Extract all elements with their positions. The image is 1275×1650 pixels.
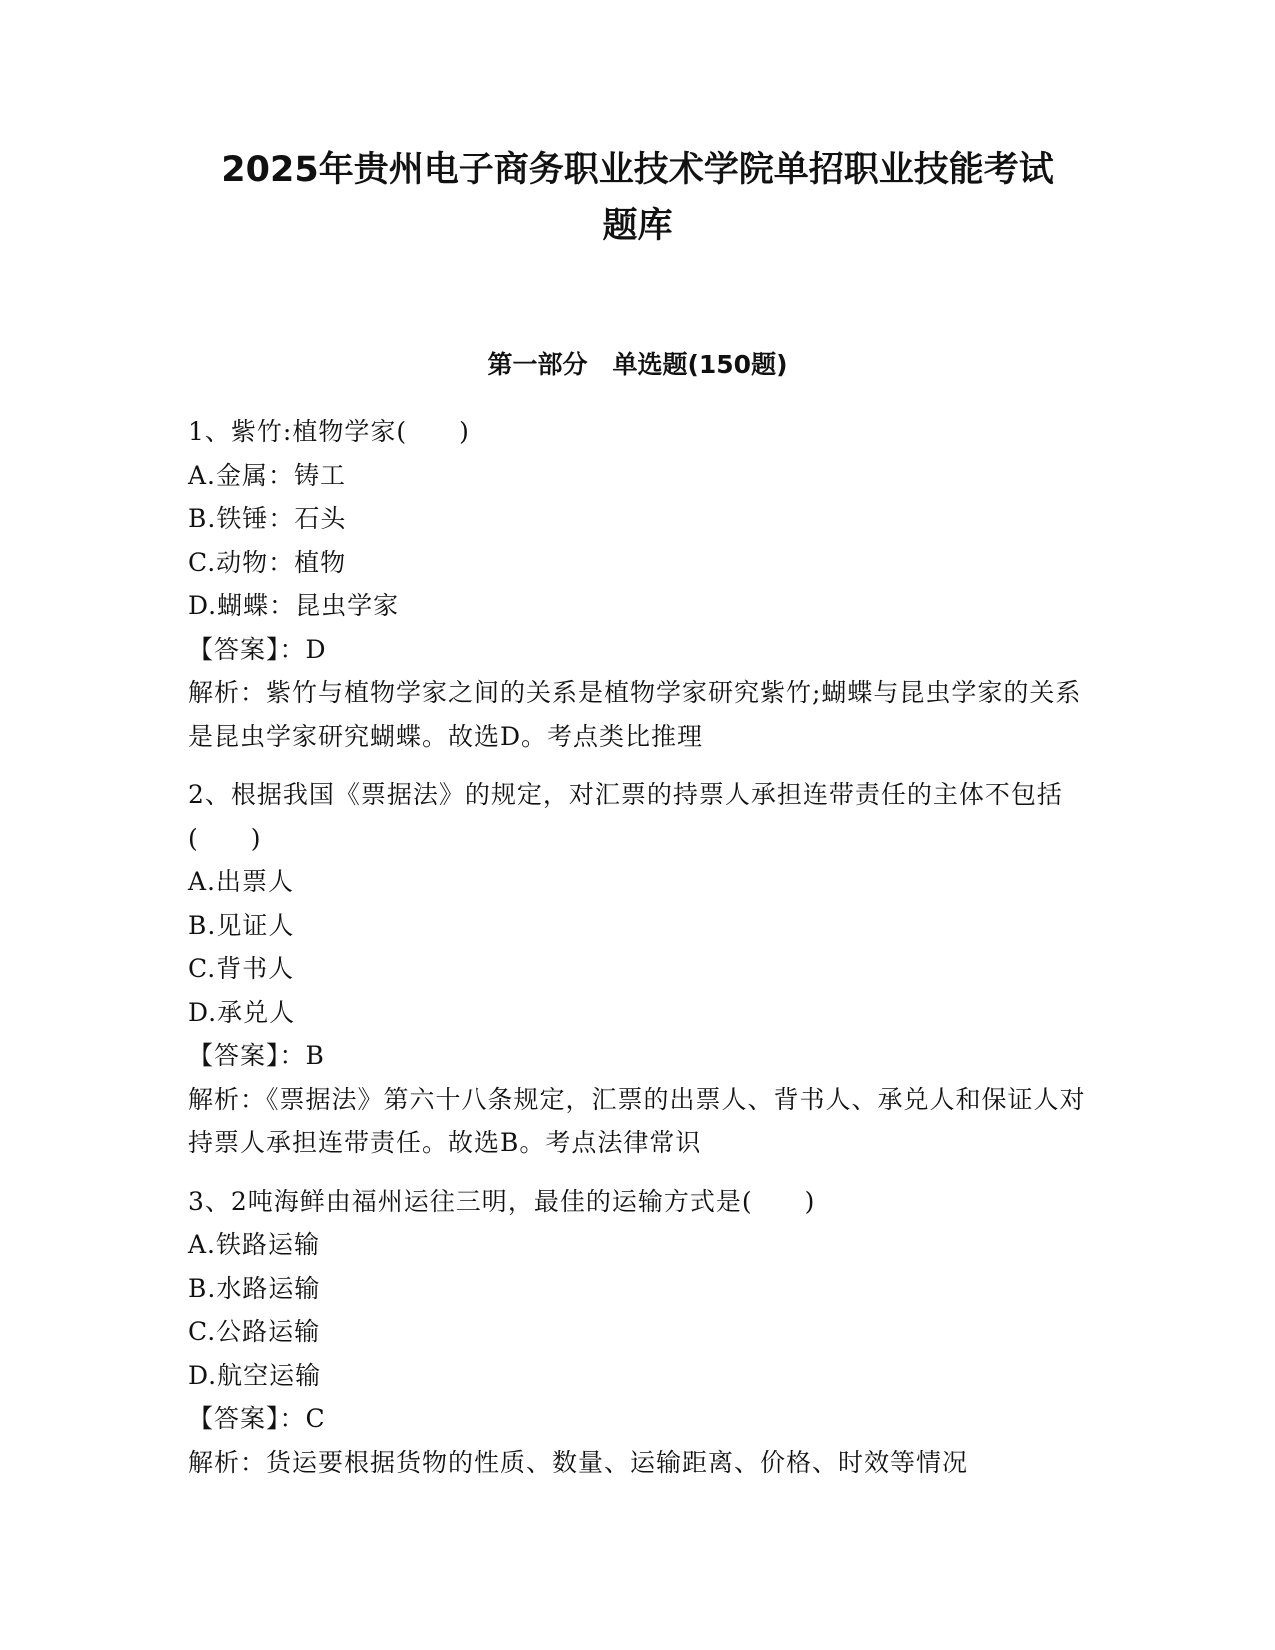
option-d: D.承兑人 [188,997,296,1027]
option-c: C.背书人 [188,954,295,983]
answer-line: 【答案】：D [188,634,327,664]
section-heading: 第一部分 单选题(150题) [487,350,788,379]
question-stem: 3、2吨海鲜由福州运往三明，最佳的运输方式是( ) [188,1186,816,1216]
option-a: A.出票人 [188,867,295,896]
document-title-line-1: 2025年贵州电子商务职业技术学院单招职业技能考试 [221,150,1054,190]
option-c: C.公路运输 [188,1317,321,1346]
question-list [188,410,1088,1499]
document-title-line-2: 题库 [602,206,673,246]
option-c: C.动物：植物 [188,547,347,577]
answer-line: 【答案】：C [188,1404,326,1433]
option-b: B.水路运输 [188,1273,321,1303]
option-a: A.铁路运输 [188,1230,321,1259]
option-b: B.见证人 [188,910,295,940]
question-1 [188,410,1088,758]
question-2 [188,773,1088,1165]
document-title [150,142,1125,254]
option-d: D.航空运输 [188,1360,322,1390]
analysis-text: 解析：货运要根据货物的性质、数量、运输距离、价格、时效等情况 [188,1447,969,1477]
option-d: D.蝴蝶：昆虫学家 [188,591,400,620]
analysis-text: 解析：紫竹与植物学家之间的关系是植物学家研究紫竹;蝴蝶与昆虫学家的关系是昆虫学家研究蝴蝶。故选D。考点类比推理 [188,678,1082,751]
answer-line: 【答案】：B [188,1041,325,1070]
question-stem: 1、紫竹:植物学家( ) [188,417,470,446]
question-3 [188,1180,1088,1485]
question-stem: 2、根据我国《票据法》的规定，对汇票的持票人承担连带责任的主体不包括( ) [188,780,1063,853]
option-b: B.铁锤：石头 [188,504,347,533]
analysis-text: 解析：《票据法》第六十八条规定，汇票的出票人、背书人、承兑人和保证人对持票人承担连带责任。故选B。考点法律常识 [188,1084,1086,1157]
option-a: A.金属：铸工 [188,460,347,490]
